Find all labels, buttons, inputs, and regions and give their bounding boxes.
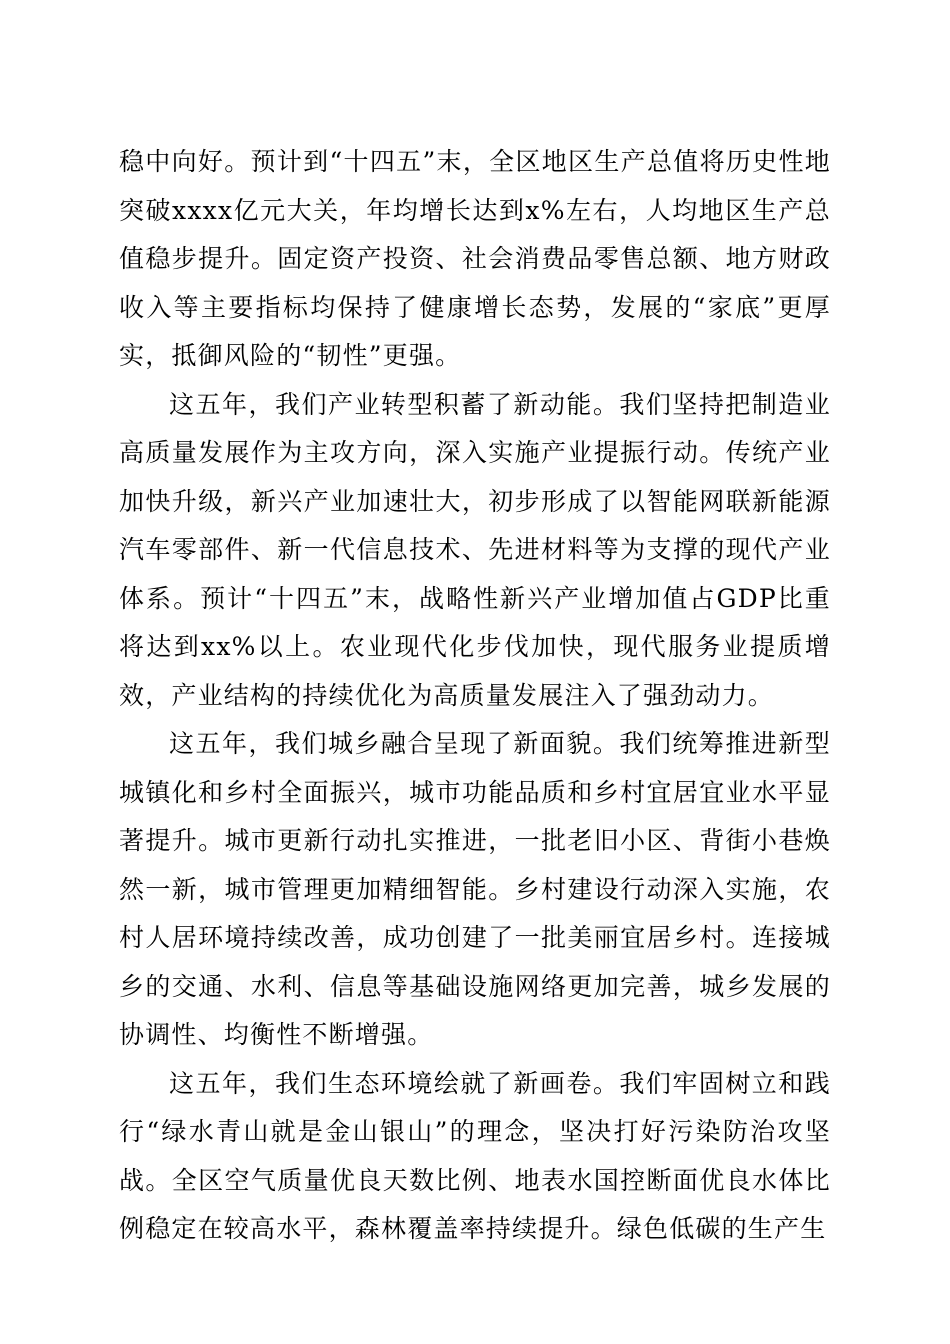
paragraph-2: 这五年，我们产业转型积蓄了新动能。我们坚持把制造业高质量发展作为主攻方向，深入实施产业提振行动。传统产业加快升级，新兴产业加速壮大，初步形成了以智能网联新能源汽车零部件、新一代信息技术、先进材料等为支撑的现代产业体系。预计“十四五”末，战略性新兴产业增加值占GDP比重将达到xx%以上。农业现代化步伐加快，现代服务业提质增效，产业结构的持续优化为高质量发展注入了强劲动力。	[119, 389, 831, 710]
paragraph-3: 这五年，我们城乡融合呈现了新面貌。我们统筹推进新型城镇化和乡村全面振兴，城市功能品质和乡村宜居宜业水平显著提升。城市更新行动扎实推进，一批老旧小区、背街小巷焕然一新，城市管理更加精细智能。乡村建设行动深入实施，农村人居环境持续改善，成功创建了一批美丽宜居乡村。连接城乡的交通、水利、信息等基础设施网络更加完善，城乡发展的协调性、均衡性不断增强。	[119, 729, 831, 1049]
paragraph-4: 这五年，我们生态环境绘就了新画卷。我们牢固树立和践行“绿水青山就是金山银山”的理念，坚决打好污染防治攻坚战。全区空气质量优良天数比例、地表水国控断面优良水体比例稳定在较高水平，森林覆盖率持续提升。绿色低碳的生产生	[119, 1068, 831, 1243]
paragraph-1: 稳中向好。预计到“十四五”末，全区地区生产总值将历史性地突破xxxx亿元大关，年均增长达到x%左右，人均地区生产总值稳步提升。固定资产投资、社会消费品零售总额、地方财政收入等主要指标均保持了健康增长态势，发展的“家底”更厚实，抵御风险的“韧性”更强。	[119, 147, 831, 370]
document-body	[119, 138, 831, 1254]
